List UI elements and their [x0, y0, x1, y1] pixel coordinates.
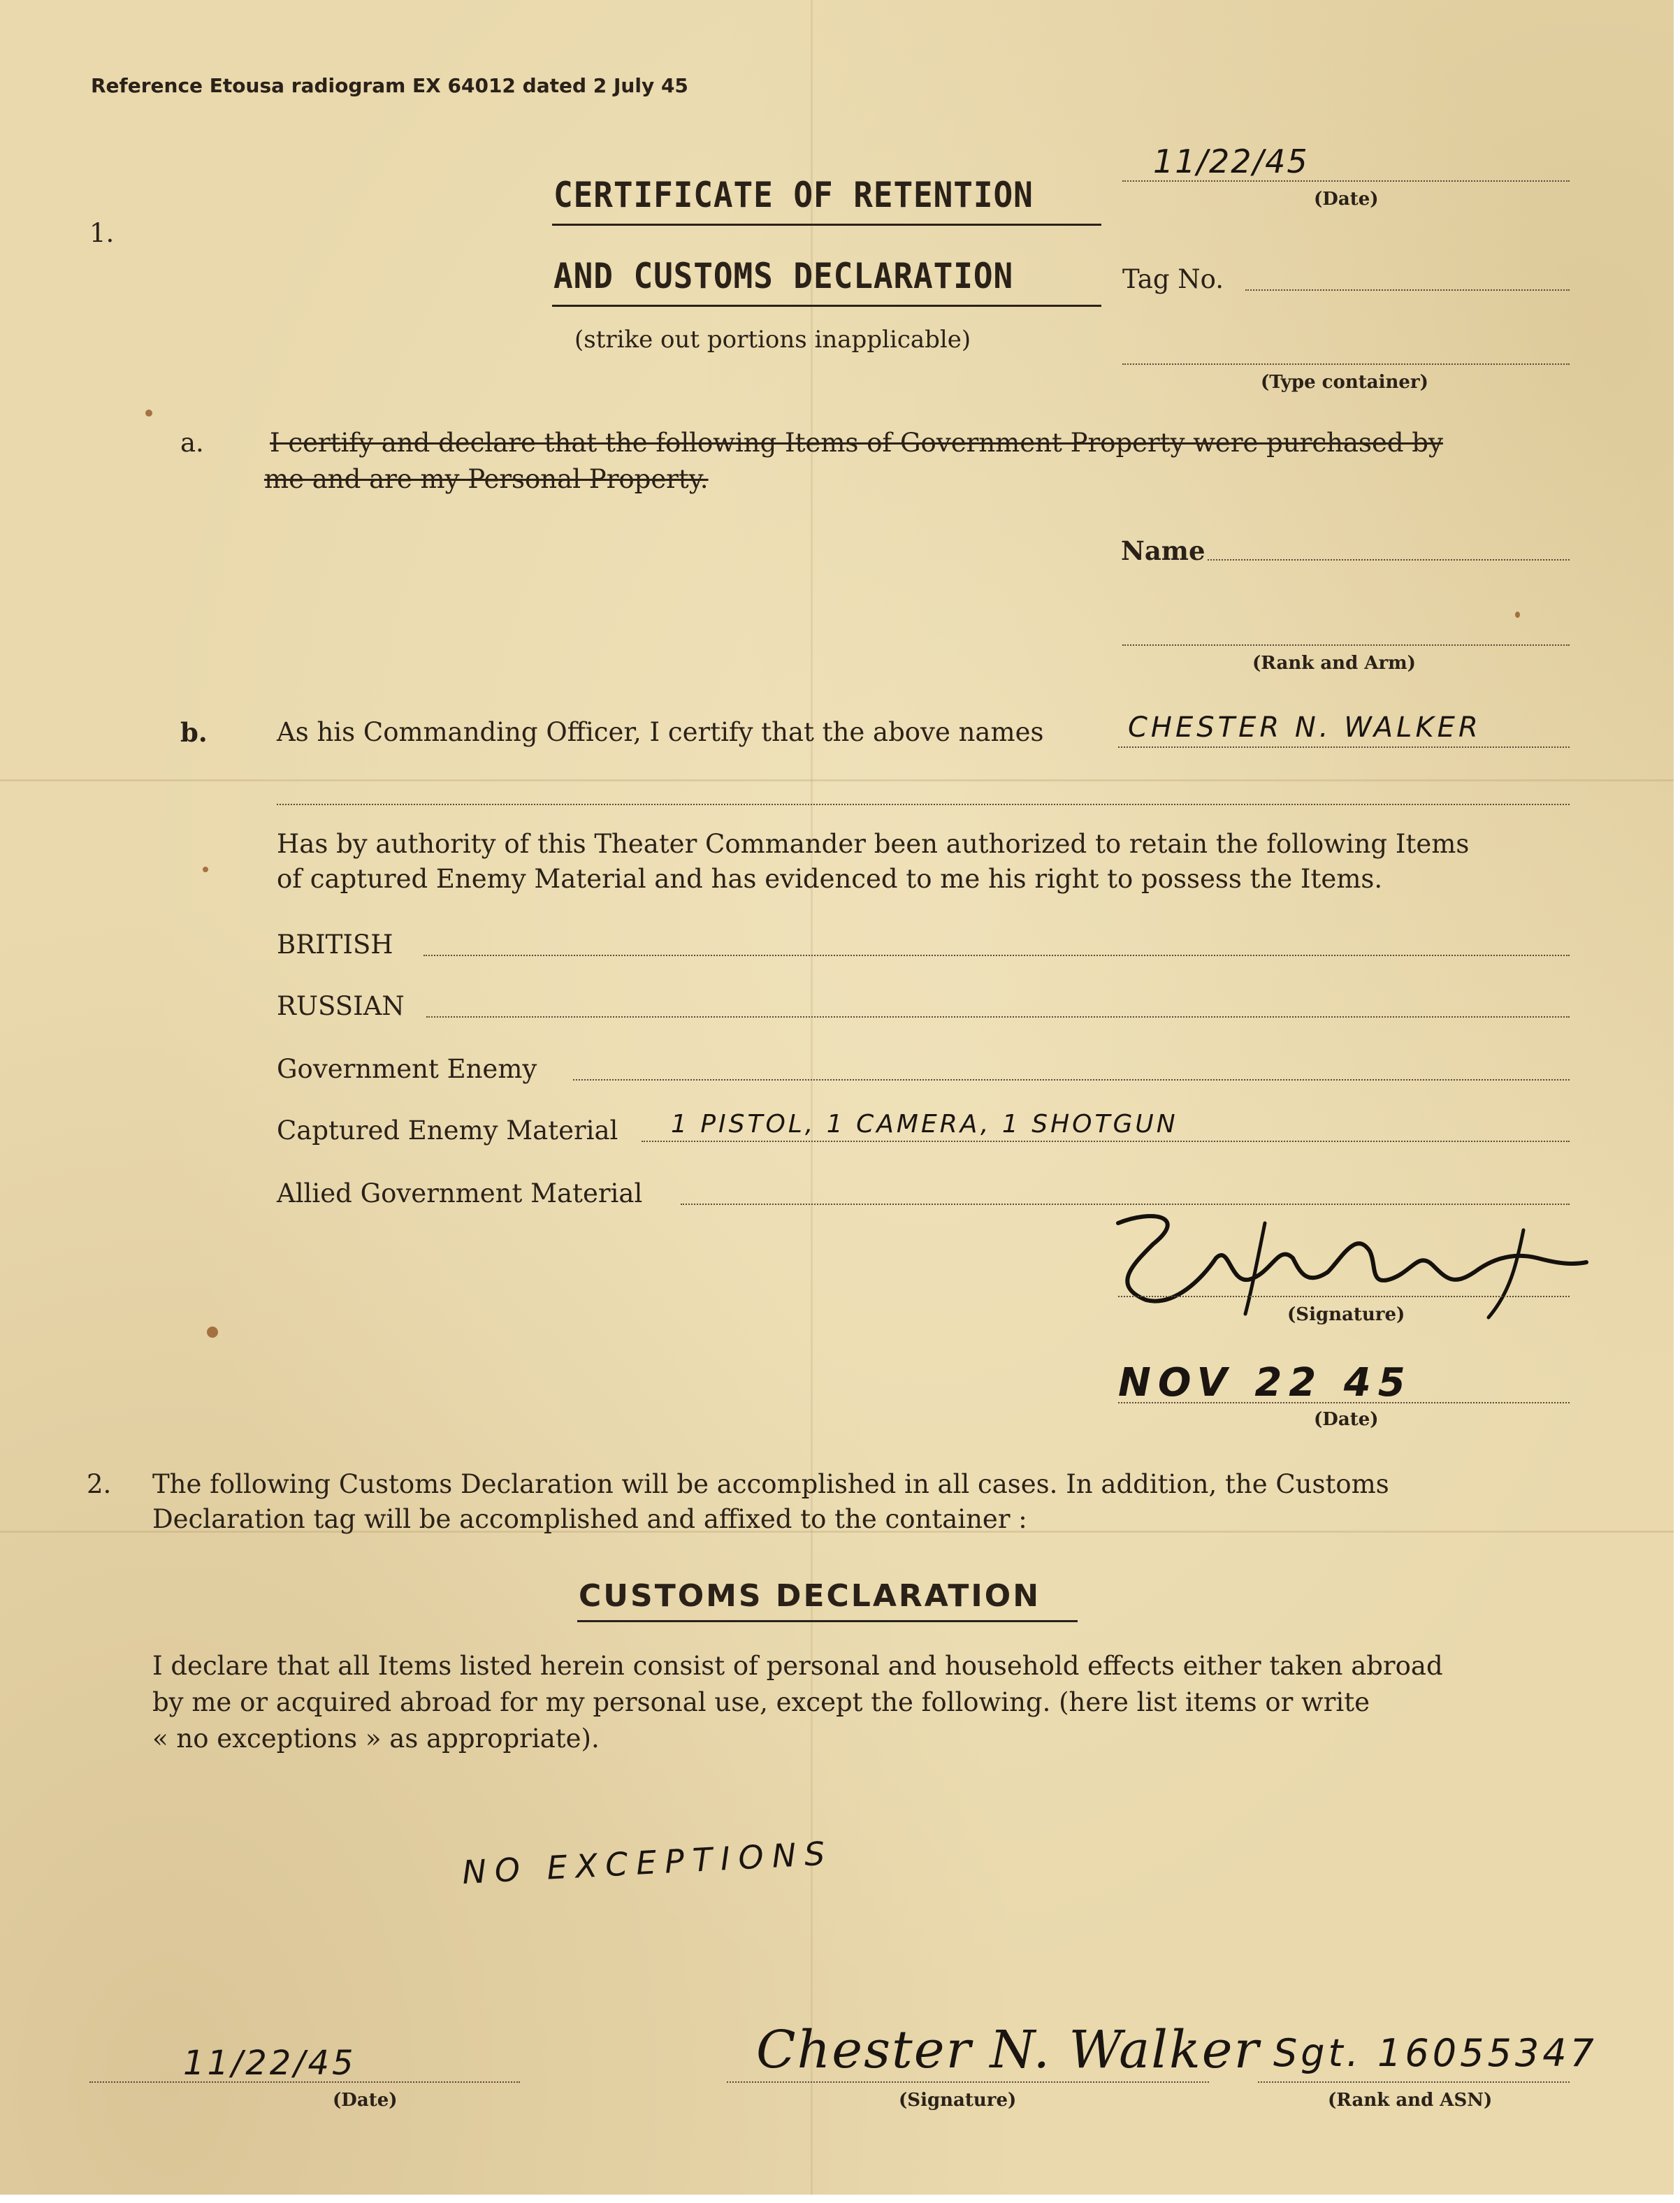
captured-enemy-material-field[interactable]	[642, 1141, 1570, 1142]
stain-spot	[203, 867, 208, 872]
officer-date-line	[1118, 1402, 1570, 1403]
signature-caption: (Signature)	[1287, 1304, 1405, 1325]
allied-government-material-label: Allied Government Material	[277, 1178, 643, 1208]
rank-and-asn-handwritten: Sgt. 16055347	[1273, 2031, 1598, 2075]
stain-spot	[1515, 612, 1520, 618]
soldier-name-continuation-line	[277, 804, 1570, 805]
rank-and-arm-field[interactable]	[1122, 644, 1570, 646]
reference-line: Reference Etousa radiogram EX 64012 dated 2 July 45	[91, 74, 688, 97]
officer-date-handwritten: NOV 22 45	[1118, 1360, 1412, 1406]
title-underline	[552, 305, 1101, 307]
stain-spot	[207, 1327, 218, 1338]
rank-and-asn-caption: (Rank and ASN)	[1328, 2090, 1493, 2111]
instruction-text: (strike out portions inapplicable)	[574, 326, 971, 354]
part-a-text-line1: I certify and declare that the following Items of Government Property were purchased by	[270, 428, 1443, 458]
authority-text-line2: of captured Enemy Material and has evidenced to me his right to possess the Items.	[277, 864, 1383, 894]
part-a-text-line2: me and are my Personal Property.	[264, 464, 709, 494]
section-2-intro-line2: Declaration tag will be accomplished and affixed to the container :	[152, 1504, 1027, 1534]
russian-label: RUSSIAN	[277, 991, 405, 1021]
certificate-title-line1: CERTIFICATE OF RETENTION	[553, 175, 1034, 215]
authority-text-line1: Has by authority of this Theater Commander been authorized to retain the following Items	[277, 829, 1470, 859]
customs-declaration-heading: CUSTOMS DECLARATION	[579, 1578, 1041, 1614]
officer-date-caption: (Date)	[1314, 1409, 1379, 1430]
british-label: BRITISH	[277, 930, 393, 960]
declaration-text-line1: I declare that all Items listed herein consist of personal and household effects either taken abroad	[152, 1651, 1443, 1681]
declarant-signature-caption: (Signature)	[899, 2090, 1017, 2111]
part-a-letter: a.	[180, 428, 204, 458]
certificate-date-handwritten: 11/22/45	[1153, 143, 1309, 180]
russian-field[interactable]	[426, 1016, 1570, 1018]
part-b-statement: As his Commanding Officer, I certify that the above names	[277, 717, 1044, 747]
declarant-signature-line	[727, 2081, 1209, 2083]
declaration-date-line	[89, 2081, 520, 2083]
soldier-name-line	[1118, 746, 1570, 748]
type-container-field[interactable]	[1122, 363, 1570, 365]
exceptions-handwritten: NO EXCEPTIONS	[461, 1834, 834, 1891]
captured-enemy-material-value: 1 PISTOL, 1 CAMERA, 1 SHOTGUN	[671, 1110, 1178, 1139]
name-label: Name	[1121, 535, 1205, 566]
signature-scribble	[1090, 1202, 1593, 1321]
section-2-number: 2.	[87, 1469, 112, 1499]
rank-and-arm-caption: (Rank and Arm)	[1252, 653, 1416, 674]
type-container-caption: (Type container)	[1261, 372, 1428, 393]
certificate-title-line2: AND CUSTOMS DECLARATION	[553, 256, 1014, 296]
rank-and-asn-line	[1258, 2081, 1570, 2083]
date-line	[1122, 180, 1570, 182]
tag-number-label: Tag No.	[1122, 264, 1224, 294]
declaration-text-line2: by me or acquired abroad for my personal use, except the following. (here list items or write	[152, 1687, 1370, 1717]
government-enemy-label: Government Enemy	[277, 1054, 537, 1084]
part-b-letter: b.	[180, 717, 208, 748]
section-1-number: 1.	[89, 218, 115, 248]
stain-spot	[145, 410, 152, 417]
heading-underline	[577, 1620, 1078, 1622]
tag-number-field[interactable]	[1245, 289, 1570, 291]
signature-line	[1118, 1296, 1570, 1297]
declaration-text-line3: « no exceptions » as appropriate).	[152, 1724, 600, 1754]
fold-crease	[0, 779, 1674, 781]
name-field[interactable]	[1208, 559, 1570, 561]
section-2-intro-line1: The following Customs Declaration will be accomplished in all cases. In addition, the Customs	[152, 1469, 1389, 1499]
declaration-date-caption: (Date)	[333, 2090, 398, 2111]
declaration-date-handwritten: 11/22/45	[183, 2044, 356, 2083]
british-field[interactable]	[423, 955, 1570, 956]
date-caption: (Date)	[1314, 189, 1379, 210]
title-underline	[552, 224, 1101, 226]
declarant-signature-handwritten: Chester N. Walker	[756, 2020, 1260, 2080]
government-enemy-field[interactable]	[573, 1079, 1570, 1081]
soldier-name-handwritten: CHESTER N. WALKER	[1128, 712, 1482, 744]
captured-enemy-material-label: Captured Enemy Material	[277, 1115, 618, 1146]
